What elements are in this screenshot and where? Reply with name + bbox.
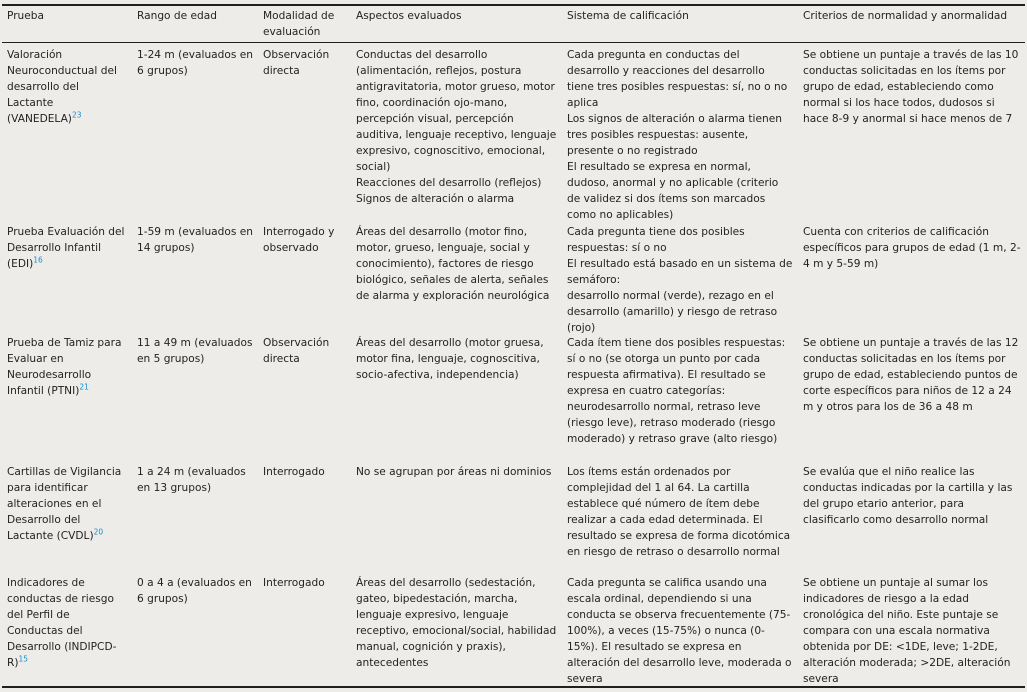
- reference-link[interactable]: 21: [79, 382, 89, 392]
- cell-modalidad: Observación directa: [263, 49, 330, 77]
- paragraph: Cada ítem tiene dos posibles respuestas: sí o no (se otorga un punto por cada respuesta afirmativa). El resultado se expresa en cuatro categorías: neurodesarrollo normal, retraso leve (riesgo leve), retraso moderado (riesgo moderado) y retraso grave (alto riesgo): [567, 337, 786, 445]
- cell-prueba: [2, 224, 132, 335]
- table-row: [2, 43, 1025, 224]
- test-name: Indicadores de conductas de riesgo del Perfil de Conductas del Desarrollo (INDIPCD-R): [7, 577, 117, 669]
- cell-criterios: [798, 464, 1025, 575]
- table-row: [2, 335, 1025, 464]
- cell-rango: 1-59 m (evaluados en 14 grupos): [137, 226, 253, 254]
- paragraph: Los signos de alteración o alarma tienen tres posibles respuestas: ausente, presente o no registrado: [567, 113, 782, 157]
- cell-sistema: [562, 335, 798, 464]
- cell-rango: 0 a 4 a (evaluados en 6 grupos): [137, 577, 252, 605]
- cell-modalidad: Interrogado: [263, 466, 325, 478]
- test-name: Prueba Evaluación del Desarrollo Infantil (EDI): [7, 226, 125, 270]
- cell-modalidad: Observación directa: [263, 337, 330, 365]
- cell-aspectos: [351, 224, 562, 335]
- cell-prueba: [2, 575, 132, 686]
- header-prueba: Prueba: [7, 9, 45, 22]
- reference-link[interactable]: 23: [71, 110, 82, 120]
- paragraph: Cuenta con criterios de calificación específicos para grupos de edad (1 m, 2-4 m y 5-59 m): [803, 226, 1021, 270]
- paragraph: Cada pregunta en conductas del desarrollo y reacciones del desarrollo tiene tres posibles respuestas: sí, no o no aplica: [567, 49, 788, 109]
- paragraph: Reacciones del desarrollo (reflejos): [356, 177, 542, 189]
- header-aspectos: Aspectos evaluados: [356, 9, 462, 22]
- table-row: [2, 464, 1025, 575]
- paragraph: Cada pregunta se califica usando una escala ordinal, dependiendo si una conducta se observa frecuentemente (75-100%), a veces (15-75%) o nunca (0-15%). El resultado se expresa en alteración del desarrollo leve, moderada o severa: [567, 577, 792, 685]
- header-modalidad: Modalidad de evaluación: [263, 9, 335, 38]
- cell-aspectos: [351, 575, 562, 686]
- paragraph: Se obtiene un puntaje a través de las 10 conductas solicitadas en los ítems por grupo de edad, estableciendo como normal si los hace todos, dudosos si hace 8-9 y anormal si hace menos de 7: [803, 49, 1019, 125]
- cell-criterios: [798, 575, 1025, 686]
- cell-aspectos: [351, 47, 562, 224]
- reference-link[interactable]: 20: [93, 527, 104, 537]
- cell-prueba: [2, 47, 132, 224]
- cell-rango: 1-24 m (evaluados en 6 grupos): [137, 49, 253, 77]
- table-header: [2, 6, 1025, 42]
- cell-criterios: [798, 47, 1025, 224]
- paragraph: Se obtiene un puntaje al sumar los indicadores de riesgo a la edad cronológica del niño. Este puntaje se compara con una escala normativa obtenida por DE: <1DE, leve; 1-2DE, alteración moderada; >2DE, alteración severa: [803, 577, 1011, 685]
- header-rango: Rango de edad: [137, 9, 217, 22]
- paragraph: Áreas del desarrollo (motor fino, motor, grueso, lenguaje, social y conocimiento), factores de riesgo biológico, señales de alerta, señales de alarma y exploración neurológica: [356, 226, 550, 302]
- header-criterios: Criterios de normalidad y anormalidad: [803, 9, 1008, 22]
- paragraph: El resultado está basado en un sistema de semáforo:: [567, 258, 793, 286]
- cell-rango: 11 a 49 m (evaluados en 5 grupos): [137, 337, 253, 365]
- cell-sistema: [562, 575, 798, 686]
- reference-link[interactable]: 15: [18, 654, 29, 664]
- paragraph: Conductas del desarrollo (alimentación, reflejos, postura antigravitatoria, motor grueso, motor fino, coordinación ojo-mano, percepción visual, percepción auditiva, lenguaje receptivo, lenguaje expresivo, cognoscitivo, emocional, social): [356, 49, 557, 173]
- cell-prueba: [2, 464, 132, 575]
- paragraph: Cada pregunta tiene dos posibles respuestas: sí o no: [567, 226, 745, 254]
- cell-sistema: [562, 47, 798, 224]
- reference-link[interactable]: 16: [33, 255, 43, 265]
- table-row: [2, 224, 1025, 335]
- test-name: Cartillas de Vigilancia para identificar alteraciones en el Desarrollo del Lactante (CVDL): [7, 466, 122, 542]
- paragraph: Áreas del desarrollo (motor gruesa, motor fina, lenguaje, cognoscitiva, socio-afectiva, independencia): [356, 337, 544, 381]
- paragraph: Los ítems están ordenados por complejidad del 1 al 64. La cartilla establece qué número de ítem debe realizar a cada edad determinada. El resultado se expresa de forma dicotómica en riesgo de retraso o desarrollo normal: [567, 466, 791, 558]
- test-name: Valoración Neuroconductual del desarrollo del Lactante (VANEDELA): [7, 49, 117, 125]
- table-body: [2, 43, 1025, 686]
- cell-criterios: [798, 224, 1025, 335]
- paragraph: No se agrupan por áreas ni dominios: [356, 466, 552, 478]
- cell-aspectos: [351, 335, 562, 464]
- paragraph: Áreas del desarrollo (sedestación, gateo, bipedestación, marcha, lenguaje expresivo, lenguaje receptivo, emocional/social, habilidad manual, cognición y praxis), antecedentes: [356, 577, 557, 669]
- cell-sistema: [562, 224, 798, 335]
- cell-sistema: [562, 464, 798, 575]
- cell-aspectos: [351, 464, 562, 575]
- cell-criterios: [798, 335, 1025, 464]
- table-row: [2, 575, 1025, 686]
- paragraph: Signos de alteración o alarma: [356, 193, 515, 205]
- paragraph: desarrollo normal (verde), rezago en el desarrollo (amarillo) y riesgo de retraso (rojo): [567, 290, 778, 334]
- cell-prueba: [2, 335, 132, 464]
- comparison-table: [2, 4, 1025, 688]
- header-sistema: Sistema de calificación: [567, 9, 689, 22]
- test-name: Prueba de Tamiz para Evaluar en Neurodesarrollo Infantil (PTNI): [7, 337, 122, 397]
- paragraph: Se evalúa que el niño realice las conductas indicadas por la cartilla y las del grupo etario anterior, para clasificarlo como desarrollo normal: [803, 466, 1013, 526]
- cell-modalidad: Interrogado: [263, 577, 325, 589]
- cell-rango: 1 a 24 m (evaluados en 13 grupos): [137, 466, 246, 494]
- paragraph: Se obtiene un puntaje a través de las 12 conductas solicitadas en los ítems por grupo de edad, estableciendo puntos de corte específicos para niños de 12 a 24 m y otros para los de 36 a 48 m: [803, 337, 1019, 413]
- paragraph: El resultado se expresa en normal, dudoso, anormal y no aplicable (criterio de validez si dos ítems son marcados como no aplicables): [567, 161, 779, 221]
- cell-modalidad: Interrogado y observado: [263, 226, 335, 254]
